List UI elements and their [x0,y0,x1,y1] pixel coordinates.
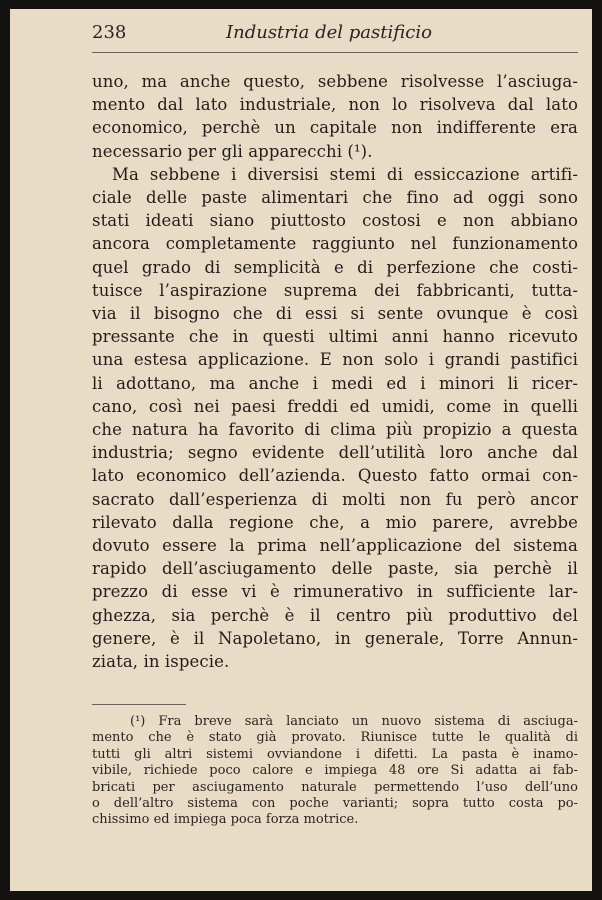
page-number: 238 [92,22,127,43]
body-line: rilevato dalla regione che, a mio parere, avrebbe [92,512,578,532]
body-line: uno, ma anche questo, sebbene risolvesse l’asciuga- [92,72,578,91]
body-line: ancora completamente raggiunto nel funzionamento [92,234,578,254]
body-line: necessario per gli apparecchi (¹). [92,141,373,161]
body-line: prezzo di esse vi è rimunerativo in sufficiente lar- [92,582,578,602]
footnote-line: vibile, richiede poco calore e impiega 48 ore Si adatta ai fab- [92,763,578,779]
body-line: industria; segno evidente dell’utilità loro anche dal [92,443,578,463]
footnote-line: bricati per asciugamento naturale permettendo l’uso dell’uno [92,779,578,795]
body-line: pressante che in questi ultimi anni hanno ricevuto [92,327,578,347]
body-line: una estesa applicazione. E non solo i grandi pastifici [92,350,578,370]
footnote-line: tutti gli altri sistemi ovviandone i difetti. La pasta è inamo- [92,746,578,762]
body-line: sacrato dall’esperienza di molti non fu però ancor [92,489,578,509]
body-line: cano, così nei paesi freddi ed umidi, come in quelli [92,396,578,416]
header-rule [92,52,578,53]
body-line: ciale delle paste alimentari che fino ad oggi sono [92,188,578,208]
body-line: ghezza, sia perchè è il centro più produttivo del [92,605,578,625]
body-line: stati ideati siano piuttosto costosi e non abbiano [92,211,578,231]
page-header [92,18,578,48]
footnote-line: mento che è stato già provato. Riunisce tutte le qualità di [92,730,578,746]
body-text [92,70,578,673]
body-line: che natura ha favorito di clima più propizio a questa [92,420,578,440]
body-line: rapido dell’asciugamento delle paste, sia perchè il [92,559,578,579]
body-line: genere, è il Napoletano, in generale, Torre Annun- [92,628,578,648]
body-line: tuisce l’aspirazione suprema dei fabbricanti, tutta- [92,280,578,300]
body-line: quel grado di semplicità e di perfezione che costi- [92,257,578,277]
footnote-rule [92,704,186,705]
body-line: ziata, in ispecie. [92,652,230,672]
body-line: lato economico dell’azienda. Questo fatto ormai con- [92,466,578,486]
footnote-line: o dell’altro sistema con poche varianti; sopra tutto costa po- [92,796,578,812]
body-line: economico, perchè un capitale non indifferente era [92,118,578,138]
body-line: li adottano, ma anche i medi ed i minori li ricer- [92,373,578,393]
body-line: mento dal lato industriale, non lo risolveva dal lato [92,95,578,115]
footnote-line: (¹) Fra breve sarà lanciato un nuovo sistema di asciuga- [130,714,578,729]
body-line: via il bisogno che di essi si sente ovunque è così [92,304,578,324]
running-head: Industria del pastificio [226,22,432,43]
body-line: dovuto essere la prima nell’applicazione del sistema [92,536,578,556]
footnote-line: chissimo ed impiega poca forza motrice. [92,812,359,828]
body-line: Ma sebbene i diversisi stemi di essiccazione artifi- [112,164,578,184]
footnote [92,714,578,829]
